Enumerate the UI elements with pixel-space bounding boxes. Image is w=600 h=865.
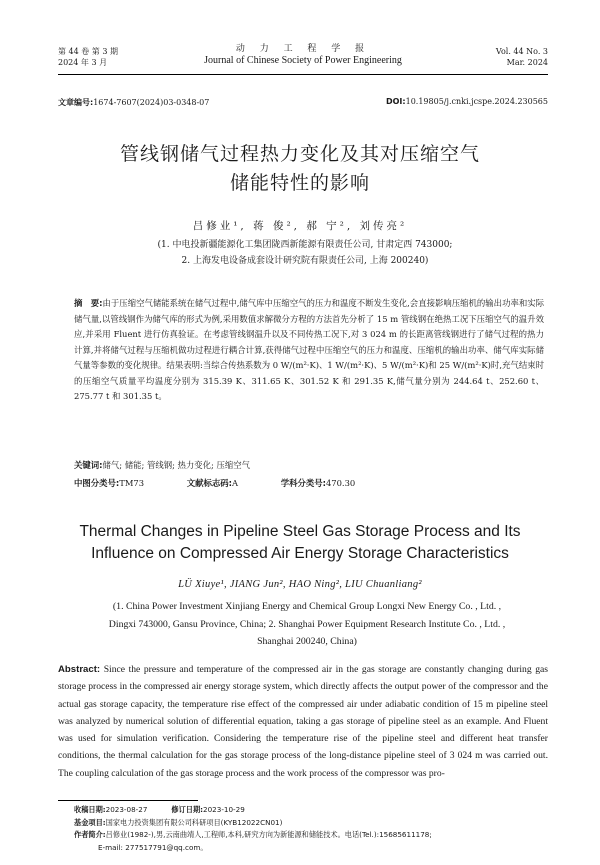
subject-code-label: 学科分类号: <box>280 478 326 488</box>
clc-number <box>74 478 144 488</box>
article-number <box>58 97 209 108</box>
footnote-fund <box>74 817 548 830</box>
journal-name-cn: 动 力 工 程 学 报 <box>235 44 371 54</box>
doi-value: 10.19805/j.cnki.jcspe.2024.230565 <box>405 97 548 106</box>
footnote <box>74 804 548 854</box>
document-code-value: A <box>231 478 239 488</box>
revised-label: 修订日期: <box>171 805 204 814</box>
clc-value: TM73 <box>119 478 145 488</box>
subject-code <box>281 478 356 488</box>
abstract-en-label: Abstract: <box>58 664 101 675</box>
header-date-cn: 2024 年 3 月 <box>58 58 108 67</box>
fund-value: 国家电力投资集团有限公司科研项目(KYB12022CN01) <box>105 817 283 827</box>
keywords-text: 储气; 储能; 管线钢; 热力变化; 压缩空气 <box>102 460 251 470</box>
affiliation-en-line3: Shanghai 200240, China) <box>257 636 357 647</box>
abstract-en <box>58 661 548 782</box>
header-date-en: Mar. 2024 <box>506 58 548 67</box>
running-header <box>58 44 548 72</box>
fund-label: 基金项目: <box>74 817 106 827</box>
authors-cn: 吕修业¹, 蒋 俊², 郝 宁², 刘传亮² <box>192 220 408 232</box>
article-number-value: 1674-7607(2024)03-0348-07 <box>93 98 210 107</box>
journal-name-en: Journal of Chinese Society of Power Engineering <box>204 55 402 66</box>
abstract-en-text: Since the pressure and temperature of the compressed air in the gas storage are constantly changing during gas storage process in the compressed air energy storage system, which directly affects the output power of the compressor and the actual gas storage capacity, the temperature rise effect of the compressed air under adiabatic condition of 15 m pipeline steel was analyzed by numerical solution of differential equation, taking a gas storage of pipeline steel as an example. And Fluent was used for simulation verification. Considering the temperature rise of the pipeline steel and different heat transfer conditions, the thermal calculation for the gas storage process of the long-distance pipeline steel of 3 024 m was carried out. The coupling calculation of the gas storage process and the work process of the compressor was pro- <box>58 664 548 779</box>
clc-label: 中图分类号: <box>74 478 120 488</box>
affiliation-cn-line2: 2. 上海发电设备成套设计研究院有限责任公司, 上海 200240) <box>181 256 429 266</box>
doi-label: DOI: <box>385 97 406 106</box>
authors-en: LÜ Xiuye¹, JIANG Jun², HAO Ning², LIU Chuanliang² <box>178 579 422 590</box>
document-code-label: 文献标志码: <box>186 478 232 488</box>
title-cn <box>40 140 560 198</box>
header-volume-issue-en: Vol. 44 No. 3 <box>495 47 548 56</box>
keywords-label: 关键词: <box>74 460 103 470</box>
affiliations-cn <box>70 237 540 269</box>
header-divider <box>58 74 548 75</box>
article-number-label: 文章编号: <box>58 98 94 107</box>
header-volume-en <box>496 46 548 68</box>
author-bio-value: 吕修业(1982-),男,云南曲靖人,工程师,本科,研究方向为新能源和储能技术。电话(Tel.):15685611178; <box>105 830 432 839</box>
footnote-divider <box>58 800 198 801</box>
doi <box>386 97 548 106</box>
document-code <box>187 478 238 488</box>
abstract-cn-text: 由于压缩空气储能系统在储气过程中,储气库中压缩空气的压力和温度不断发生变化,会直接影响压缩机的输出功率和实际储气量,以管线钢作为储气库的形式为例,采用数值求解微分方程的方法首先分析了 15 m 管线钢在绝热工况下压缩空气的温升效应,并采用 Fluent 进行仿真验证。在考虑管线钢温升以及不同传热工况下,对 3 024 m 的长距离管线钢进行了储气过程的热力计算,并将储气过程与压缩机做功过程进行耦合计算,获得储气过程中压缩空气的压力和温度、压缩机的输出功率、储气库实际储气量等参数的变化规律。结果表明:当综合传热系数为 0 W/(m²·K)、1 W/(m²·K)、5 W/(m²·K)和 25 W/(m²·K)时,充气结束时的压缩空气质量平均温度分别为 315.39 K、311.65 K、301.52 K 和 291.35 K,储气量分别为 244.64 t、252.60 t、275.77 t 和 301.35 t。 <box>74 298 544 401</box>
classification <box>74 477 544 489</box>
affiliation-en-line2: Dingxi 743000, Gansu Province, China; 2. Shanghai Power Equipment Research Institute Co. , Ltd. , <box>108 618 506 630</box>
header-volume-issue-cn: 第 44 卷 第 3 期 <box>58 47 118 56</box>
article-meta <box>58 97 548 109</box>
revised-date: 2023-10-29 <box>203 805 245 814</box>
header-journal <box>58 44 548 66</box>
footnote-dates <box>74 804 548 817</box>
affiliations-en <box>70 598 544 651</box>
title-cn-line1: 管线钢储气过程热力变化及其对压缩空气 <box>119 143 480 165</box>
title-en-line2: Influence on Compressed Air Energy Storage Characteristics <box>91 545 509 562</box>
title-en <box>40 521 560 565</box>
affiliation-cn-line1: (1. 中电投新疆能源化工集团陇西新能源有限责任公司, 甘肃定西 743000; <box>157 240 453 250</box>
author-email: E-mail: 277517791@qq.com。 <box>98 842 208 852</box>
keywords-cn <box>74 459 544 471</box>
abstract-cn-label: 摘 要: <box>74 298 103 308</box>
author-bio-label: 作者简介: <box>74 830 106 839</box>
title-cn-line2: 储能特性的影响 <box>229 172 370 194</box>
footnote-author <box>74 829 548 842</box>
received-label: 收稿日期: <box>74 805 106 814</box>
title-en-line1: Thermal Changes in Pipeline Steel Gas Storage Process and Its <box>79 523 521 540</box>
received-date: 2023-08-27 <box>105 805 148 814</box>
affiliation-en-line1: (1. China Power Investment Xinjiang Energy and Chemical Group Longxi New Energy Co. , Ltd. , <box>112 601 502 612</box>
subject-code-value: 470.30 <box>325 478 356 488</box>
abstract-cn <box>74 296 544 405</box>
